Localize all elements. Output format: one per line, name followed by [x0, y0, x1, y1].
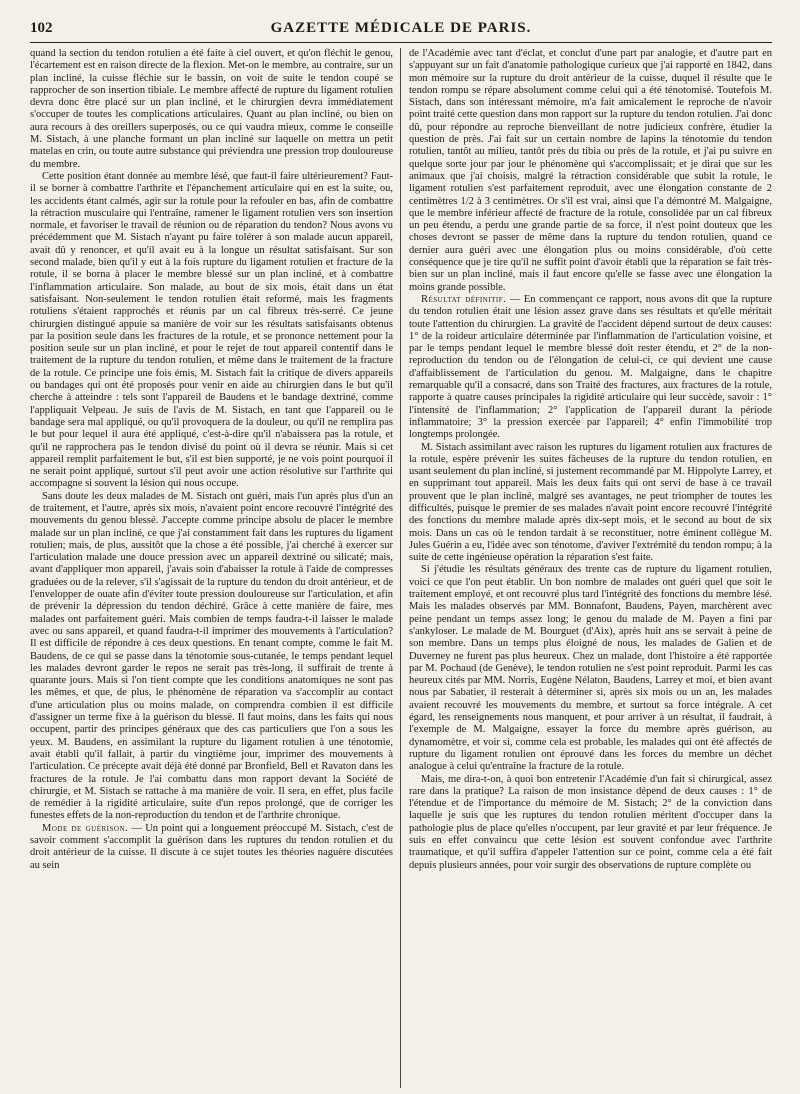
section-title: Mode de guérison. — [42, 822, 129, 834]
journal-title: GAZETTE MÉDICALE DE PARIS. — [270, 20, 532, 36]
paragraph-text: — En commençant ce rapport, nous avons dit que la rupture du tendon rotulien était une lésion assez grave dans ses résultats et qu'elle méritait toute l'attention du chirurgien. La gravité de l'accident dépend surtout de deux causes: 1° de la roideur articulaire déterminée par l'inflammation de l'articulation voisine, et par le temps pendant lequel le membre blessé doit rester étendu, et 2° de la non-reproduction du tendon ou de l'élongation de celui-ci, ce qui devient une cause d'affaiblissement de l'articulation du genou. M. Malgaigne, dans le chapitre remarquable qu'il a consacré, dans son Traité des fractures, aux fractures de la rotule, rapporte à quatre causes principales la rigidité articulaire qui leur succède, savoir : 1° l'intensité de l'inflammation; 2° l'application de l'appareil durant la période inflammatoire; 3° la pression exercée par l'appareil; 4° enfin l'immobilité trop longtemps prolongée. — [409, 293, 772, 441]
paragraph — [30, 823, 393, 872]
left-column — [30, 48, 393, 1088]
page-number: 102 — [30, 20, 53, 36]
paragraph — [409, 294, 772, 442]
section-title: Résultat définitif. — [421, 293, 507, 305]
paragraph: Sans doute les deux malades de M. Sistach ont guéri, mais l'un après plus d'un an de traitement, et l'autre, après six mois, n'avaient point encore recouvré l'intégrité des mouvements du genou blessé. J'accepte comme principe absolu de placer le membre malade sur un plan incliné, ce que j'ai constamment fait dans les ruptures du ligament rotulien; mais, de plus, aussitôt que la chose a été possible, j'ai cherché à exercer sur l'articulation malade une douce pression avec un appareil dextriné ou silicaté; mais, avant d'appliquer mon appareil, j'avais soin d'abaisser la rotule à l'aide de compresses graduées ou de la relever, s'il s'agissait de la rupture du tendon du droit antérieur, et de l'envelopper de ouate afin d'éviter toute pression douloureuse sur l'articulation, et afin de prévenir la dépression du tendon déchiré. Grâce à cette manière de faire, mes malades ont parfaitement guéri. Mais combien de temps faudra-t-il laisser le malade avec ou sans appareil, et quand faudra-t-il imprimer des mouvements à l'articulation? Il est difficile de répondre à ces deux questions. En tenant compte, comme le fait M. Baudens, de ce qui se passe dans la ténotomie sous-cutanée, le temps pendant lequel les malades devront garder le repos ne serait pas très-long, il suffirait de trente à quarante jours. Mais si l'on tient compte que les conditions anatomiques ne sont pas les mêmes, et que, de plus, le phénomène de réparation va s'accomplir au contact d'une articulation plus ou moins malade, on comprendra combien il est difficile d'assigner un terme fixe à la guérison du blessé. Il faut moins, dans les faits qui nous occupent, partir des principes généraux que des cas particuliers que l'on a sous les yeux. M. Baudens, en assimilant la rupture du ligament rotulien à une ténotomie, avait établi qu'il fallait, à partir du vingtième jour, imprimer des mouvements à l'articulation. Ce précepte avait déjà été donné par Bronfield, Bell et Ravaton dans les fractures de la rotule. Je l'ai combattu dans mon rapport devant la Société de chirurgie, et M. Sistach se rattache à ma manière de voir. Il sera, en effet, plus facile de remédier à la rigidité articulaire, suite d'un repos prolongé, que de corriger les funestes effets de la non-reproduction du tendon et de l'arthrite chronique. — [30, 490, 393, 822]
article-columns — [30, 48, 772, 1088]
paragraph: Cette position étant donnée au membre lésé, que faut-il faire ultérieurement? Faut-il se borner à combattre l'arthrite et l'épanchement articulaire qui en est la suite, ou, les accidents étant calmés, agir sur la rotule pour la refouler en bas, afin de combattre la rétraction musculaire qui l'entraîne, ramener le ligament rotulien vers son insertion normale, et favoriser le travail de réunion ou de réparation du tendon? Nous avons vu précédemment que M. Sistach n'ayant pu faire tolérer à son malade aucun appareil, avait dû y renoncer, et qu'il avait eu à la longue un résultat satisfaisant. Sur son second malade, bien qu'il y eut à la fois rupture du ligament rotulien et fracture de la rotule, il se borna à placer le membre blessé sur un plan incliné, et à combattre l'inflammation articulaire. Son malade, au bout de six mois, était dans un état satisfaisant. Non-seulement le tendon rotulien était reformé, mais les fragments rotuliens s'étaient rapprochés et réunis par un cal fibreux très-serré. Ce jeune chirurgien distingué appuie sa manière de voir sur les résultats satisfaisants obtenus par la position seule dans les fractures de la rotule, et se prononce nettement pour la position seule sur un plan incliné, et pour le rejet de tout appareil contentif dans le traitement de la rupture du tendon rotulien, et même dans le traitement de la fracture de la rotule. Ce principe une fois émis, M. Sistach fait la critique de divers appareils ou bandages qui ont été proposés pour venir en aide au chirurgien dans le but qu'il cherche à atteindre : tels sont l'appareil de Baudens et le bandage dextriné, comme l'appliquait Velpeau. Je suis de l'avis de M. Sistach, en tant que l'appareil ou le bandage sera mal appliqué, ou qu'il provoquera de la douleur, ou qu'il ne remplira pas le but pour lequel il aura été appliqué, c'est-à-dire qu'il n'abaissera pas la rotule, et qu'il ne rapprochera pas le tendon divisé du point où il devra se réunir. Mais si cet appareil remplit parfaitement le but, s'il est bien supporté, je ne vois point pourquoi il ne serait point appliqué, surtout s'il peut avoir une action résolutive sur l'arthrite qui accompagne si souvent la lésion qui nous occupe. — [30, 170, 393, 490]
paragraph: Si j'étudie les résultats généraux des trente cas de rupture du ligament rotulien, voici ce que l'on peut établir. Un bon nombre de malades ont guéri quel que soit le traitement employé, et ont recouvré plus tard l'intégrité des fonctions du membre lésé. Mais les malades observés par MM. Bonnafont, Baudens, Payen, marchèrent avec peine pendant un temps assez long; le genou du malade de M. Payen a fini par s'ankyloser. Le malade de M. Bourguet (d'Aix), après huit ans se servait à peine de son membre. Dans un temps plus éloigné de nous, les malades de Galien et de Duverney ne furent pas plus heureux. Chez un malade, dont l'histoire a été rapportée par M. Pochaud (de Genève), le tendon rotulien ne s'est point reproduit. Parmi les cas heureux cités par MM. Norris, Eugène Nélaton, Baudens, Larrey et moi, et bien avant nous par Sabatier, il resterait à déterminer si, après six mois ou un an, les malades avaient recouvré les mouvements du membre, et surtout sa force intégrale. A cet égard, les renseignements nous manquent, et pour arriver à un résultat, il faudrait, à l'exemple de M. Malgaigne, essayer la force du membre après guérison, au dynamomètre, et voir si, comme cela est probable, les malades qui ont été affectés de rupture du ligament rotulien ont éprouvé dans les forces du membre un déchet analogue à celui qu'entraîne la fracture de la rotule. — [409, 564, 772, 773]
paragraph: quand la section du tendon rotulien a été faite à ciel ouvert, et qu'on fléchit le genou, l'écartement est en raison directe de la flexion. Met-on le membre, au contraire, sur un plan incliné, la cuisse fléchie sur le bassin, on voit de suite le tendon coupé se rapprocher de son insertion tibiale. Le membre affecté de rupture du ligament rotulien devra donc être placé sur un plan incliné, et le chirurgien devra immédiatement s'occuper de toutes les complications articulaires. Quant au plan incliné, ou bien on aura recours à des oreillers superposés, ou ce qui vaudra mieux, comme le conseille M. Sistach, à une planche formant un plan incliné sur laquelle on mettra un petit matelas en crin, ou toute autre substance qui préviendra une pression trop douloureuse du membre. — [30, 48, 393, 170]
column-divider — [400, 48, 401, 1088]
paragraph: de l'Académie avec tant d'éclat, et conclut d'une part par analogie, et d'autre part en s'appuyant sur un fait d'anatomie pathologique curieux que j'ai rapporté en 1842, dans mon mémoire sur la rupture du droit antérieur de la cuisse, duquel il résulte que le tendon rompu se répare absolument comme celui qui a été ténotomisé. Toutefois M. Sistach, dans son intéressant mémoire, m'a fait amicalement le reproche de n'avoir point traité cette question dans mon rapport sur la rupture du tendon rotulien. J'ai donc dû, pour répondre au reproche bienveillant de notre judicieux confrère, étudier la question de près. J'ai fait sur un certain nombre de lapins la ténotomie du tendon rotulien, tantôt au milieu, tantôt près du tibia ou près de la rotule, et j'ai pu suivre en quelque sorte jour par jour le phénomène qui s'accomplissait; et je dirai que sur les animaux que j'ai choisis, malgré la rétraction considérable que subit la rotule, le ligament rotulien s'est parfaitement reproduit, avec une élongation constante de 2 centimètres 1/2 à 3 centimètres. Or s'il est vrai, ainsi que l'a démontré M. Malgaigne, que le membre inférieur affecté de fracture de la rotule, consolidée par un cal fibreux un peu étendu, a perdu une grande partie de sa force, il n'est point douteux que les choses devront se passer de même dans la rupture du tendon rotulien, quand ce dernier aura guéri avec une élongation plus ou moins considérable, d'où cette conséquence que je tire qu'il ne suffit point d'avoir établi que la réparation se fait très-bien sur un plan incliné, mais il faut encore qu'elle se fasse avec une élongation la moins grande possible. — [409, 48, 772, 293]
paragraph-text: — Un point qui a longuement préoccupé M. Sistach, c'est de savoir comment s'accomplit la guérison dans les ruptures du tendon rotulien et du droit antérieur de la cuisse. Il discute à ce sujet toutes les théories naguère discutées au sein — [30, 822, 393, 871]
paragraph: M. Sistach assimilant avec raison les ruptures du ligament rotulien aux fractures de la rotule, espère prévenir les suites fâcheuses de la rupture du tendon rotulien, en usant seulement du plan incliné, si justement recommandé par M. Hippolyte Larrey, et en supprimant tout appareil. Mais les deux faits qui ont servi de base à ce travail prouvent que le plan incliné, malgré ses avantages, ne peut triompher de toutes les difficultés, puisque le premier de ses malades n'avait point encore recouvré l'intégrité des fonctions du membre malade après dix-sept mois, et le second au bout de six mois. Dans un cas où le tendon tardait à se reconstituer, notre éminent collègue M. Jules Guérin a eu, l'idée avec son ténotome, d'aviver l'extrémité du tendon rompu; à la suite de cette ingénieuse opération la réparation s'est faite. — [409, 441, 772, 564]
right-column — [409, 48, 772, 1088]
paragraph: Mais, me dira-t-on, à quoi bon entretenir l'Académie d'un fait si chirurgical, assez rare dans la pratique? La raison de mon insistance dépend de deux causes : 1° de l'étendue et de l'importance du mémoire de M. Sistach; 2° de la conviction dans laquelle je suis que les ruptures du tendon rotulien méritent d'occuper dans la pathologie plus de place qu'elles n'occupent, par leur gravité et par leur fréquence. Je suis en effet convaincu que cette lésion est souvent confondue avec l'arthrite traumatique, et qu'il suffira d'appeler l'attention sur ce point, comme cela a été fait depuis plusieurs années, pour voir surgir des observations de rupture complète ou — [409, 773, 772, 871]
page-header — [30, 14, 772, 43]
